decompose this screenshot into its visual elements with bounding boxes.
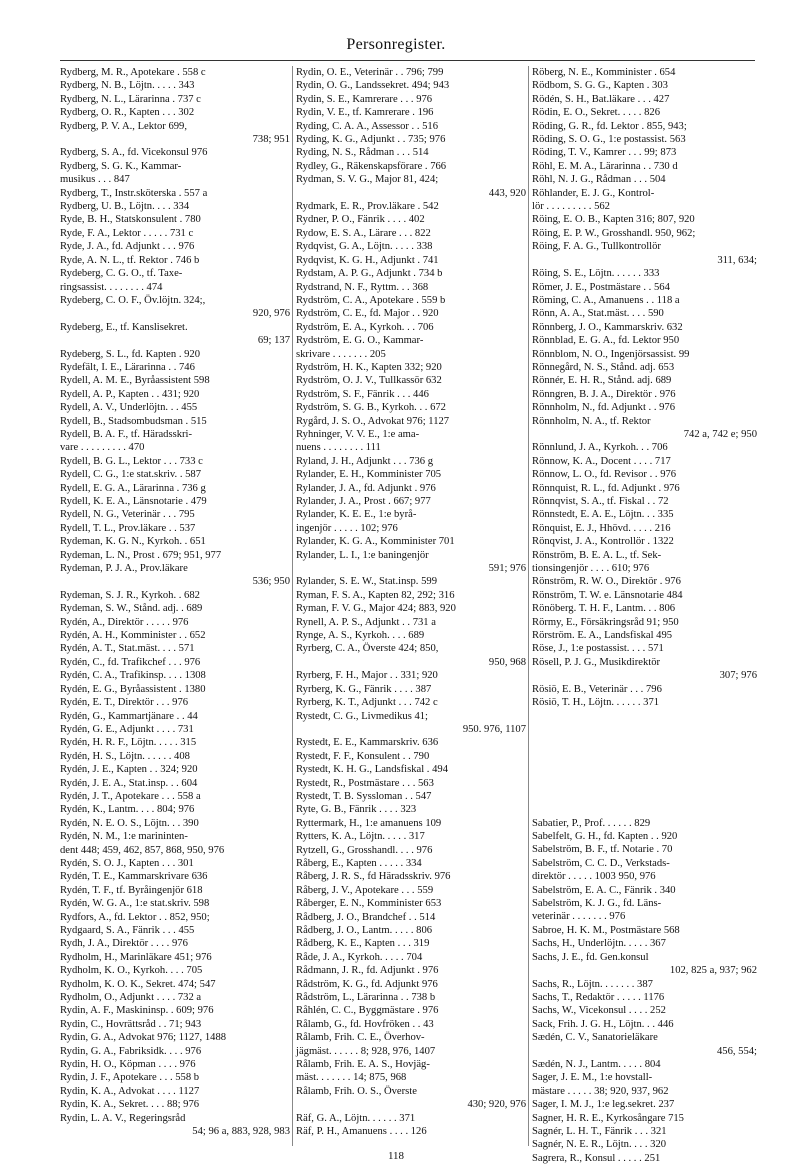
register-entry: Ryman, F. V. G., Major 424; 883, 920 [296, 603, 456, 615]
register-entry: Rydgaard, S. A., Fänrik . . . 455 [60, 925, 195, 936]
register-entry: Rystedt, E. E., Kammarskriv. 636 [296, 737, 439, 749]
register-entry: Rådberg, K. E., Kapten . . . 319 [296, 938, 430, 950]
register-entry: tionsingenjör . . . . 610; 976 [532, 563, 650, 575]
register-entry: 69; 137 [257, 335, 290, 347]
register-entry: 443, 920 [488, 187, 526, 199]
register-entry: Sagner, H. R. E., Kyrkosångare 715 [532, 1112, 684, 1124]
register-entry: 307; 976 [719, 670, 757, 682]
register-entry: Rydén, J. E. A., Stat.insp. . . 604 [60, 777, 198, 789]
register-entry: Rydberg, S. A., fd. Vicekonsul 976 [60, 147, 208, 159]
register-entry: Rystedt, F. F., Konsulent . . 790 [296, 750, 430, 762]
register-entry: Rydeman, S. W., Stånd. adj. . 689 [60, 603, 203, 615]
register-column-1 [60, 66, 290, 1146]
register-entry: Rydell, B., Stadsombudsman . 515 [60, 415, 207, 427]
register-entry: Ryding, C. A. A., Assessor . . 516 [296, 120, 439, 132]
register-entry: Rydin, H. O., Köpman . . . . 976 [60, 1059, 196, 1071]
register-entry: 742 a, 742 e; 950 [683, 428, 757, 440]
register-entry: Rydell, A. P., Kapten . . 431; 920 [60, 388, 200, 400]
register-entry: Rönnlund, J. A., Kyrkoh. . . 706 [532, 442, 668, 454]
register-entry: Rödbom, S. G. G., Kapten . 303 [532, 80, 668, 92]
blank-line [532, 723, 757, 736]
register-entry: Rydberg, O. R., Kapten . . . 302 [60, 107, 195, 119]
blank-line [532, 790, 757, 803]
register-entry: Rydqvist, G. A., Löjtn. . . . . 338 [296, 241, 433, 253]
register-entry: Rydén, J. E., Kapten . . 324; 920 [60, 764, 198, 776]
register-entry: Rydin, O. E., Veterinär . . 796; 799 [296, 67, 444, 78]
register-entry: Rydeberg, S. L., fd. Kapten . 920 [60, 348, 201, 360]
register-entry: Rödén, S. H., Bat.läkare . . . 427 [532, 93, 670, 105]
register-entry: Sabroe, H. K. M., Postmästare 568 [532, 924, 680, 936]
register-entry: Rösiö, E. B., Veterinär . . . 796 [532, 683, 662, 695]
register-entry: Rydell, C. G., 1:e stat.skriv. . 587 [60, 469, 202, 481]
register-entry: Rydberg, P. V. A., Lektor 699, [60, 120, 188, 132]
register-entry: Sabelström, C. C. D., Verkstads- [532, 857, 670, 869]
register-entry: Rydin, J. F., Apotekare . . . 558 b [60, 1072, 200, 1084]
register-entry: Rydow, E. S. A., Lärare . . . 822 [296, 227, 431, 239]
register-entry: skrivare . . . . . . . 205 [296, 348, 386, 360]
register-entry: Rydstam, A. P. G., Adjunkt . 734 b [296, 268, 443, 280]
register-entry: Rydén, T. F., tf. Byråingenjör 618 [60, 884, 203, 896]
register-entry: Sager, J. E. M., 1:e hovstall- [532, 1072, 653, 1084]
register-entry: Ryding, N. S., Rådman . . . 514 [296, 147, 429, 159]
register-entry: Rydén, N. M., 1:e marininten- [60, 831, 188, 843]
register-entry: Rydén, K., Lantm. . . . 804; 976 [60, 804, 195, 816]
register-entry: Rydell, N. G., Veterinär . . . 795 [60, 509, 195, 521]
register-entry: Rydén, A. T., Stat.mäst. . . . 571 [60, 643, 195, 655]
register-entry: Ryrberg, C. A., Överste 424; 850, [296, 643, 439, 655]
register-entry: Rydberg, T., Instr.sköterska . 557 a [60, 187, 208, 199]
column-divider [292, 66, 293, 1146]
register-entry: Rydeman, K. G. N., Kyrkoh. . 651 [60, 536, 206, 548]
register-entry: Sabelström, E. A. C., Fänrik . 340 [532, 884, 676, 896]
register-entry: Rydén, A., Direktör . . . . . 976 [60, 616, 189, 628]
register-entry: Rylander, J. A., fd. Adjunkt . 976 [296, 482, 436, 494]
register-entry: Rönnow, L. O., fd. Revisor . . 976 [532, 469, 677, 481]
register-entry: Röding, S. O. G., 1:e postassist. 563 [532, 134, 686, 146]
register-entry: Ryman, F. S. A., Kapten 82, 292; 316 [296, 589, 455, 601]
register-entry: Röding, T. V., Kamrer . . . 99; 873 [532, 147, 677, 159]
register-entry: Sachs, R., Löjtn. . . . . . . 387 [532, 978, 653, 990]
register-entry: Rydén, N. E. O. S., Löjtn. . . 390 [60, 817, 199, 829]
register-entry: Sabatier, P., Prof. . . . . . 829 [532, 817, 651, 829]
register-entry: Rydholm, H., Marinläkare 451; 976 [60, 951, 212, 963]
register-entry: Rydén, T. E., Kammarskrivare 636 [60, 871, 208, 883]
register-entry: Rylander, E. H., Komminister 705 [296, 469, 442, 481]
register-entry: Rödin, E. O., Sekret. . . . . 826 [532, 107, 660, 119]
register-entry: Rönström, R. W. O., Direktör . 976 [532, 576, 681, 588]
register-entry: Sagnér, L. H. T., Fänrik . . . 321 [532, 1125, 667, 1137]
register-entry: Rydholm, O., Adjunkt . . . . 732 a [60, 992, 202, 1004]
register-entry: Sædén, C. V., Sanatorieläkare [532, 1032, 658, 1044]
register-entry: Rörmy, E., Försäkringsråd 91; 950 [532, 616, 679, 628]
register-entry: Rydefält, I. E., Lärarinna . . 746 [60, 361, 195, 373]
register-entry: Rystedt, K. H. G., Landsfiskal . 494 [296, 764, 448, 776]
column-divider [528, 66, 529, 1146]
register-entry: musikus . . . 847 [60, 174, 130, 186]
register-entry: Rystedt, T. B. Syssloman . . 547 [296, 790, 432, 802]
register-entry: Rytters, K. A., Löjtn. . . . . 317 [296, 831, 425, 843]
register-entry: Rydqvist, K. G. H., Adjunkt . 741 [296, 254, 439, 266]
register-entry: Räf, P. H., Amanuens . . . . 126 [296, 1126, 427, 1138]
register-entry: mästare . . . . . 38; 920, 937, 962 [532, 1085, 669, 1097]
register-entry: Rålamb, Frih. E. A. S., Hovjäg- [296, 1059, 430, 1071]
register-entry: Röding, G. R., fd. Lektor . 855, 943; [532, 120, 687, 132]
register-entry: Rydin, K. A., Sekret. . . . 88; 976 [60, 1099, 200, 1111]
register-column-2 [296, 66, 526, 1146]
register-entry: Rylander, K. E. E., 1:e byrå- [296, 509, 417, 521]
register-entry: Röming, C. A., Amanuens . . 118 a [532, 294, 680, 306]
register-entry: direktör . . . . . 1003 950, 976 [532, 871, 656, 883]
register-entry: Rydström, C. E., fd. Major . . 920 [296, 308, 439, 320]
register-entry: Rörström. E. A., Landsfiskal 495 [532, 630, 673, 642]
register-entry: Rydstrand, N. F., Ryttm. . . 368 [296, 281, 429, 293]
register-entry: Sachs, T., Redaktör . . . . . 1176 [532, 991, 665, 1003]
register-entry: Rönström, B. E. A. L., tf. Sek- [532, 549, 662, 561]
blank-line [532, 763, 757, 776]
register-entry: Rålamb, Frih. C. E., Överhov- [296, 1032, 425, 1044]
register-entry: Rydeberg, C. O. F., Öv.löjtn. 324;, [60, 294, 206, 306]
register-entry: Rylander, S. E. W., Stat.insp. 599 [296, 576, 437, 588]
register-entry: Rystedt, R., Postmästare . . . 563 [296, 777, 434, 789]
register-entry: Rydén, H. R. F., Löjtn. . . . . 315 [60, 737, 197, 749]
register-entry: Ryrberg, K. G., Fänrik . . . . 387 [296, 683, 432, 695]
register-entry: Rydeman, L. N., Prost . 679; 951, 977 [60, 549, 222, 561]
register-entry: Råberg, J. V., Apotekare . . . 559 [296, 884, 434, 896]
register-entry: Sack, Frih. J. G. H., Löjtn. . . 446 [532, 1018, 674, 1030]
register-entry: 54; 96 a, 883, 928, 983 [192, 1126, 290, 1138]
blank-line [532, 776, 757, 789]
register-entry: 311, 634; [717, 254, 757, 266]
register-entry: Sabelfelt, G. H., fd. Kapten . . 920 [532, 831, 678, 843]
register-entry: Röhl, E. M. A., Lärarinna . . 730 d [532, 160, 678, 172]
register-entry: Rydberg, N. B., Löjtn. . . . . 343 [60, 80, 195, 92]
register-entry: Rönnquist, R. L., fd. Adjunkt . 976 [532, 482, 680, 494]
register-entry: Råhlén, C. C., Byggmästare . 976 [296, 1005, 439, 1017]
register-entry: Rönöberg. T. H. F., Lantm. . . 806 [532, 603, 676, 615]
register-entry: Ryde, J. A., fd. Adjunkt . . . 976 [60, 241, 195, 253]
register-entry: Rydell, K. E. A., Länsnotarie . 479 [60, 496, 207, 507]
register-entry: 738; 951 [252, 134, 290, 146]
register-entry: Rydin, K. A., Advokat . . . . 1127 [60, 1085, 200, 1097]
register-entry: Röberg, N. E., Komminister . 654 [532, 67, 676, 78]
register-entry: Rydeberg, E., tf. Kanslisekret. [60, 321, 188, 333]
register-entry: Rydén, G. E., Adjunkt . . . . 731 [60, 723, 194, 735]
register-entry: Rålamb, G., fd. Hovfröken . . 43 [296, 1018, 434, 1030]
register-entry: Rydén, C., fd. Trafikchef . . . 976 [60, 656, 201, 668]
register-entry: Rydström, O. J. V., Tullkassör 632 [296, 375, 442, 387]
register-entry: 102, 825 a, 937; 962 [669, 965, 757, 977]
register-entry: Sabelström, B. F., tf. Notarie . 70 [532, 844, 673, 856]
register-entry: Ryrberg, K. T., Adjunkt . . . 742 c [296, 697, 438, 709]
register-entry: Råberg, E., Kapten . . . . . 334 [296, 857, 422, 869]
register-entry: Rygård, J. S. O., Advokat 976; 1127 [296, 415, 450, 427]
page-number: 118 [387, 1150, 405, 1162]
blank-line [532, 710, 757, 723]
register-entry: Rydell, T. L., Prov.läkare . . 537 [60, 522, 196, 534]
register-entry: Rydell, A. M. E., Byråassistent 598 [60, 375, 210, 387]
register-entry: Rydeman, P. J. A., Prov.läkare [60, 563, 188, 575]
register-entry: Rydman, S. V. G., Major 81, 424; [296, 174, 439, 186]
register-entry: Ryrberg, F. H., Major . . 331; 920 [296, 670, 438, 682]
register-entry: Rydén, E. T., Direktör . . . 976 [60, 697, 189, 709]
register-entry: Sædén, N. J., Lantm. . . . . 804 [532, 1058, 661, 1070]
register-entry: Rönnholm, N. A., tf. Rektor [532, 415, 651, 427]
register-entry: Rydström, C. A., Apotekare . 559 b [296, 294, 446, 306]
register-entry: Sachs, J. E., fd. Gen.konsul [532, 951, 649, 963]
register-entry: Rönnér, E. H. R., Stånd. adj. 689 [532, 375, 672, 387]
page-title: Personregister. [346, 36, 446, 53]
register-entry: Sachs, W., Vicekonsul . . . . 252 [532, 1005, 666, 1017]
register-entry: Rydberg, M. R., Apotekare . 558 c [60, 67, 206, 78]
register-entry: ringsassist. . . . . . . . 474 [60, 281, 163, 293]
register-entry: Rylander, J. A., Prost . 667; 977 [296, 496, 431, 507]
register-entry: Rådström, L., Lärarinna . . 738 b [296, 992, 436, 1004]
register-column-3 [532, 66, 757, 1164]
register-entry: Rydström, E. G. O., Kammar- [296, 335, 424, 347]
register-entry: Rönnblom, N. O., Ingenjörsassist. 99 [532, 348, 690, 360]
register-entry: Rydberg, S. G. K., Kammar- [60, 160, 182, 172]
header-rule [60, 60, 755, 61]
register-entry: Rydell, A. V., Underlöjtn. . . 455 [60, 402, 198, 414]
register-entry: Rylander, K. G. A., Komminister 701 [296, 536, 455, 548]
register-entry: Röhlander, E. J. G., Kontrol- [532, 187, 655, 199]
register-entry: Sagnér, N. E. R., Löjtn. . . . 320 [532, 1139, 667, 1151]
register-entry: Rösell, P. J. G., Musikdirektör [532, 656, 661, 668]
register-entry: Rönnstedt, E. A. E., Löjtn. . . 335 [532, 509, 674, 521]
register-entry: Rönnow, K. A., Docent . . . . 717 [532, 455, 671, 467]
register-entry: Rydner, P. O., Fänrik . . . . 402 [296, 214, 425, 226]
register-entry: Rydholm, K. O., Kyrkoh. . . . 705 [60, 965, 203, 977]
register-entry: Rydin, G. A., Advokat 976; 1127, 1488 [60, 1032, 227, 1044]
register-entry: Ryland, J. H., Adjunkt . . . 736 g [296, 455, 434, 467]
register-entry: Rönngren, B. J. A., Direktör . 976 [532, 388, 676, 400]
register-entry: Rönn, A. A., Stat.mäst. . . . 590 [532, 308, 664, 320]
register-entry: Rådmann, J. R., fd. Adjunkt . 976 [296, 965, 439, 977]
register-entry: 536; 950 [252, 576, 290, 588]
register-entry: jägmäst. . . . . . 8; 928, 976, 1407 [296, 1045, 436, 1057]
register-entry: Rönnqvist, S. A., tf. Fiskal . . 72 [532, 496, 669, 507]
register-entry: Rydin, O. G., Landssekret. 494; 943 [296, 80, 450, 92]
register-entry: mäst. . . . . . . 14; 875, 968 [296, 1072, 407, 1084]
register-entry: 430; 920, 976 [467, 1099, 526, 1111]
register-entry: lör . . . . . . . . . 562 [532, 201, 610, 213]
register-entry: ingenjör . . . . . 102; 976 [296, 522, 398, 534]
register-entry: Röing, S. E., Löjtn. . . . . . 333 [532, 268, 660, 280]
register-entry: Ryhninger, V. V. E., 1:e ama- [296, 428, 420, 440]
register-entry: Rönnberg, J. O., Kammarskriv. 632 [532, 321, 683, 333]
register-entry: Rydin, S. E., Kamrerare . . . 976 [296, 93, 433, 105]
register-entry: Rydin, V. E., tf. Kamrerare . 196 [296, 107, 434, 119]
register-entry: Rydberg, U. B., Löjtn. . . . 334 [60, 201, 190, 213]
register-entry: Rydin, L. A. V., Regeringsråd [60, 1112, 186, 1124]
register-entry: Sagrera, R., Konsul . . . . . 251 [532, 1152, 661, 1164]
register-entry: Rösiö, T. H., Löjtn. . . . . . 371 [532, 697, 660, 709]
register-entry: Ryde, B. H., Statskonsulent . 780 [60, 214, 201, 226]
register-entry: Römer, J. E., Postmästare . . 564 [532, 281, 670, 293]
register-entry: 950, 968 [488, 656, 526, 668]
register-entry: 591; 976 [488, 563, 526, 575]
register-entry: Ryding, K. G., Adjunkt . . 735; 976 [296, 134, 446, 146]
register-entry: Rönström, T. W. e. Länsnotarie 484 [532, 589, 683, 601]
register-entry: Rydholm, K. O. K., Sekret. 474; 547 [60, 978, 216, 990]
register-entry: Rydén, C. A., Trafikinsp. . . . 1308 [60, 670, 206, 682]
register-entry: Rydell, B. G. L., Lektor . . . 733 c [60, 455, 203, 467]
register-entry: Ryde, F. A., Lektor . . . . . 731 c [60, 227, 194, 239]
register-entry: Rydeman, S. J. R., Kyrkoh. . 682 [60, 589, 200, 601]
register-entry: Rydell, E. G. A., Lärarinna . 736 g [60, 482, 206, 494]
register-entry: Råde, J. A., Kyrkoh. . . . . 704 [296, 951, 423, 963]
register-entry: Rönnblad, E. G. A., fd. Lektor 950 [532, 335, 680, 347]
blank-line [532, 750, 757, 763]
register-entry: Röing, E. P. W., Grosshandl. 950, 962; [532, 227, 696, 239]
register-entry: Rydeberg, C. G. O., tf. Taxe- [60, 268, 183, 280]
register-entry: Rystedt, C. G., Livmedikus 41; [296, 710, 428, 722]
register-entry: Ryttermark, H., 1:e amanuens 109 [296, 817, 442, 829]
register-entry: Rådberg, J. O., Brandchef . . 514 [296, 911, 436, 923]
register-entry: Råberg, J. R. S., fd Häradsskriv. 976 [296, 871, 451, 883]
register-entry: Rydberg, N. L., Lärarinna . 737 c [60, 93, 201, 105]
register-entry: Rylander, L. I., 1:e baningenjör [296, 549, 429, 561]
register-entry: Rålamb, Frih. O. S., Överste [296, 1085, 417, 1097]
register-entry: Rönqvist, J. A., Kontrollör . 1322 [532, 536, 674, 548]
register-entry: Råberger, E. N., Komminister 653 [296, 898, 442, 910]
register-entry: Rönnholm, N., fd. Adjunkt . . 976 [532, 402, 676, 414]
register-entry: 456, 554; [716, 1045, 757, 1057]
blank-line [532, 803, 757, 816]
register-entry: Rönnegård, N. S., Stånd. adj. 653 [532, 361, 675, 373]
register-entry: Räf, G. A., Löjtn. . . . . . 371 [296, 1112, 416, 1124]
register-entry: Röing, E. O. B., Kapten 316; 807, 920 [532, 214, 695, 226]
register-entry: Rydfors, A., fd. Lektor . . 852, 950; [60, 911, 210, 923]
register-entry: Sager, I. M. J., 1:e leg.sekret. 237 [532, 1099, 675, 1111]
register-entry: vare . . . . . . . . . 470 [60, 442, 145, 454]
register-entry: Rådström, K. G., fd. Adjunkt 976 [296, 978, 438, 990]
register-entry: Rydén, S. O. J., Kapten . . . 301 [60, 857, 194, 869]
register-entry: Rydh, J. A., Direktör . . . . 976 [60, 938, 188, 950]
register-entry: Rydén, W. G. A., 1:e stat.skriv. 598 [60, 898, 210, 910]
register-entry: Röing, F. A. G., Tullkontrollör [532, 241, 661, 253]
register-entry: Rydley, G., Räkenskapsförare . 766 [296, 160, 447, 172]
register-entry: Rydström, H. K., Kapten 332; 920 [296, 361, 442, 373]
register-entry: Röhl, N. J. G., Rådman . . . 504 [532, 174, 666, 186]
register-entry: Rydén, E. G., Byråassistent . 1380 [60, 683, 206, 695]
register-entry: Rynell, A. P. S., Adjunkt . . 731 a [296, 616, 436, 628]
register-entry: Rytzell, G., Grosshandl. . . . 976 [296, 844, 433, 856]
register-entry: Rönquist, E. J., Hhövd. . . . . 216 [532, 522, 671, 534]
register-entry: Rydström, S. F., Fänrik . . . 446 [296, 388, 429, 400]
register-entry: 950. 976, 1107 [462, 723, 526, 735]
register-entry: veterinär . . . . . . . 976 [532, 911, 626, 923]
register-entry: Rynge, A. S., Kyrkoh. . . . 689 [296, 630, 425, 642]
register-entry: Rydin, G. A., Fabriksidk. . . . 976 [60, 1045, 202, 1057]
register-entry: Rydén, A. H., Komminister . . 652 [60, 630, 206, 642]
register-entry: Rydén, H. S., Löjtn. . . . . . 408 [60, 750, 190, 762]
register-entry: Rydén, J. T., Apotekare . . . 558 a [60, 790, 201, 802]
register-entry: Ryte, G. B., Fänrik . . . . 323 [296, 804, 417, 816]
register-entry: Rydell, B. A. F., tf. Häradsskri- [60, 428, 193, 440]
register-entry: Rydström, S. G. B., Kyrkoh. . . 672 [296, 402, 446, 414]
register-entry: Rydström, E. A., Kyrkoh. . . 706 [296, 321, 434, 333]
register-entry: Ryde, A. N. L., tf. Rektor . 746 b [60, 254, 200, 266]
register-entry: Röse, J., 1:e postassist. . . . 571 [532, 643, 664, 655]
register-entry: Rydin, C., Hovrättsråd . . 71; 943 [60, 1018, 202, 1030]
register-entry: nuens . . . . . . . . 111 [296, 442, 381, 454]
register-entry: Rydin, A. F., Maskininsp. . 609; 976 [60, 1005, 214, 1017]
register-entry: Rådberg, J. O., Lantm. . . . . 806 [296, 925, 433, 936]
register-entry: Rydén, G., Kammartjänare . . 44 [60, 710, 198, 722]
register-entry: Sabelström, K. J. G., fd. Läns- [532, 898, 662, 910]
register-entry: 920, 976 [252, 308, 290, 320]
register-entry: dent 448; 459, 462, 857, 868, 950, 976 [60, 844, 225, 856]
register-entry: Sachs, H., Underlöjtn. . . . . 367 [532, 938, 666, 950]
blank-line [532, 736, 757, 749]
register-entry: Rydmark, E. R., Prov.läkare . 542 [296, 201, 439, 213]
